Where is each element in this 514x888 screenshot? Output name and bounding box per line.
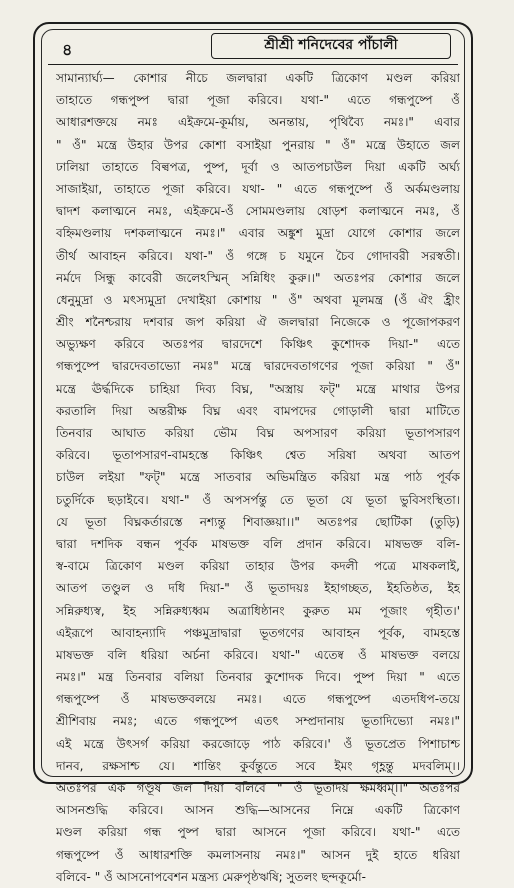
text-line: সন্নিরুধ্যস্ব, ইহ সন্নিরুধ্যধ্বম অত্রাধিষ্ঠানং কুরুত মম পূজাং গৃহীত।' [56,603,460,618]
header-divider [48,64,458,65]
text-line: মণ্ডল করিয়া গন্ধ পুষ্প দ্বারা আসনে পূজা করিবে। যথা-" এতে [56,825,460,840]
text-line: অভ্যুক্ষণ করিবে অতঃপর দ্বারদেশে কিঞ্চিৎ কুশোদক দিয়া-" এতে [56,337,460,352]
text-line: নমঃ।" মন্ত্র তিনবার বলিয়া তিনবার কুশোদক দিবে। পুষ্প দিয়া " এতে [56,670,460,685]
text-line: মাষভক্ত বলি ধরিয়া অর্চনা করিবে। যথা-" এতেষ্ব ওঁ মাষভক্ত বলয়ে [56,647,460,662]
text-line: অতঃপর এক গণ্ডূষ জল দিয়া বলিবে " ওঁ ভূতাদয় ক্ষমধ্বম্।।" অতঃপর [56,781,460,795]
text-line: বহ্নিমণ্ডলায় দশকলাত্মনে নমঃ।" এবার অঙ্কুশ মুদ্রা যোগে কোশার জলে [56,226,460,241]
body-text [56,67,460,888]
text-line: স্ব-বামে ত্রিকোণ মণ্ডল করিয়া তাহার উপর কদলী পত্রে মাষকলাই, [56,559,460,574]
text-line: যে ভূতা বিঘ্নকর্তারস্তে নশ্যন্তু শিবাজ্ঞয়া।।" অতঃপর ছোটিকা (তুড়ি) [56,514,460,529]
text-line: শ্রীং শনৈশ্চরায় দশবার জপ করিয়া ঐ জলদ্বারা নিজেকে ও পূজোপকরণ [56,315,460,330]
text-line: বলিবে- " ওঁ আসনোপবেশন মন্ত্রস্য মেরুপৃষ্ঠঋষি; সুতলং ছন্দকূর্মো- [56,869,366,884]
text-line: সাজাইয়া, তাহাতে পূজা করিবে। যথা- " এতে গন্ধপুষ্পে ওঁ অর্কমণ্ডলায় [56,181,460,196]
text-line: চাউল লইয়া "ফট্" মন্ত্রে সাতবার অভিমন্ত্রিত করিয়া মন্ত্র পাঠ পূর্বক [56,470,460,485]
text-line: দ্বাদশ কলাত্মনে নমঃ, এইক্রমে-ওঁ সোমমণ্ডলায় ষোড়শ কলাত্মনে নমঃ, ওঁ [56,204,460,219]
text-line: এই মন্ত্রে উৎসর্গ করিয়া করজোড়ে পাঠ করিবে।' ওঁ ভূতপ্রেত পিশাচাশ্চ [56,736,460,751]
text-line: নর্মদে সিন্ধু কাবেরী জলেঽস্মিন্ সন্নিধিং কুরু।।" অতঃপর কোশার জলে [56,270,460,285]
page-header [56,33,454,61]
text-line: তীর্থ আবাহন করিবে। যথা-" ওঁ গঙ্গে চ যমুনে চৈব গোদাবরী সরস্বতী। [56,248,460,263]
text-line: ধেনুমুদ্রা ও মৎস্যমুদ্রা দেখাইয়া কোশায় " ওঁ" অথবা মূলমন্ত্র (ওঁ ঐং হ্রীং [56,292,460,307]
page-number: ৪ [62,40,73,59]
running-title: শ্রীশ্রী শনিদেবের পাঁচালী [211,33,451,59]
text-line: তাহাতে গন্ধপুষ্প দ্বারা পূজা করিবে। যথা-" এতে গন্ধপুষ্পে ওঁ [56,93,460,108]
text-line: মন্ত্রে ঊর্দ্ধদিকে চাহিয়া দিব্য বিঘ্ন, "অস্ত্রায় ফট্" মন্ত্রে মাথার উপর [56,381,460,396]
text-line: " ওঁ" মন্ত্রে উহার উপর কোশা বসাইয়া পুনরায় " ওঁ" মন্ত্রে উহাতে জল [56,137,460,152]
text-line: করতালি দিয়া অন্তরীক্ষ বিঘ্ন এবং বামপদের গোড়ালী দ্বারা মাটিতে [56,403,460,418]
text-line: গন্ধপুষ্পে ওঁ আধারশক্তি কমলাসনায় নমঃ।" আসন দুই হাতে ধরিয়া [56,847,460,862]
text-line: আধারশক্তয়ে নমঃ এইক্রমে-কূর্মায়, অনন্তায়, পৃথিব্যৈ নমঃ।" এবার [56,115,460,130]
text-line: দানব, রক্ষসাশ্চ যে। শান্তিং কুর্বন্তুতে সবে ইমং গৃহ্ণন্তু মদবলিম্।। [56,758,460,773]
text-line: গন্ধপুষ্পে ওঁ মাষভক্তবলয়ে নমঃ। এতে গন্ধপুষ্পে এতদধিপ-তয়ে [56,692,460,707]
text-line: তিনবার আঘাত করিয়া ভৌম বিঘ্ন অপসারণ করিয়া ভূতাপসারণ [56,426,460,440]
text-line: চতুর্দিকে ছড়াইবে। যথা-" ওঁ অপসর্পন্তু তে ভূতা যে ভূতা ভুবিসংস্থিতা। [56,492,460,507]
text-line: আসনশুদ্ধি করিবে। আসন শুদ্ধি—আসনের নিম্নে একটি ত্রিকোণ [56,803,460,818]
text-line: দ্বারা দশদিক বন্ধন পূর্বক মাষভক্ত বলি প্রদান করিবে। মাষভক্ত বলি- [56,536,460,551]
text-line: করিবে। ভূতাপসারণ-বামহস্তে কিঞ্চিৎ শ্বেত সরিষা অথবা আতপ [56,448,460,463]
text-line: শ্রীশিবায় নমঃ; এতে গন্ধপুষ্পে এতৎ সম্প্রদানায় ভূতাদিভ্যো নমঃ।" [56,714,460,729]
text-line: ঢালিয়া তাহাতে বিল্বপত্র, পুষ্প, দূর্বা ও আতপচাউল দিয়া একটি অর্ঘ্য [56,159,460,174]
text-line: আতপ তণ্ডুল ও দধি দিয়া-" ওঁ ভূতাদয়ঃ ইহাগচ্ছত, ইহতিষ্ঠত, ইহ [56,581,460,596]
text-line: গন্ধপুষ্পে দ্বারদেবতাভ্যো নমঃ" মন্ত্রে দ্বারদেবতাগণের পূজা করিয়া " ওঁ" [56,359,460,374]
text-line: এইরূপে আবাহন্যাদি পঞ্চমুদ্রাদ্বারা ভূতগণের আবাহন পূর্বক, বামহস্তে [56,625,460,640]
text-line: সামান্যার্ঘ্য— কোশার নীচে জলদ্বারা একটি ত্রিকোণ মণ্ডল করিয়া [56,71,460,85]
